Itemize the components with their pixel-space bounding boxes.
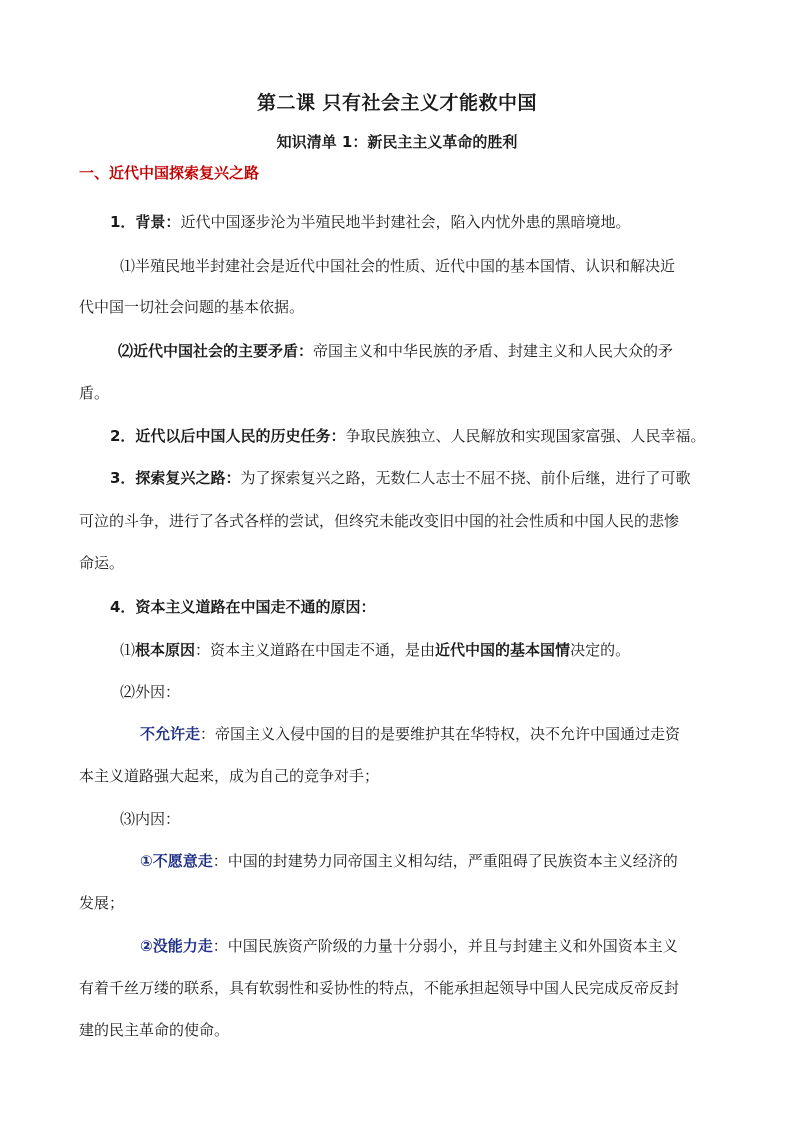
paragraph-text: ：中国的封建势力同帝国主义相勾结，严重阻碍了民族资本主义经济的	[212, 852, 678, 870]
paragraph-exploration	[110, 468, 750, 488]
paragraph-label: 3．探索复兴之路：	[110, 469, 241, 487]
paragraph-unwilling	[140, 851, 780, 871]
lesson-title: 第二课 只有社会主义才能救中国	[256, 92, 538, 114]
paragraph-nature-line1: ⑴半殖民地半封建社会是近代中国社会的性质、近代中国的基本国情、认识和解决近	[120, 257, 676, 275]
paragraph-external-cause: ⑵外因：	[120, 683, 181, 701]
paragraph-root-cause	[120, 640, 760, 660]
paragraph-text: 为了探索复兴之路，无数仁人志士不屈不挠、前仆后继，进行了可歌	[240, 469, 691, 487]
paragraph-contradiction-line2: 盾。	[79, 384, 110, 402]
paragraph-not-allowed	[140, 724, 780, 744]
paragraph-exploration-line2: 可泣的斗争，进行了各式各样的尝试，但终究未能改变旧中国的社会性质和中国人民的悲惨	[79, 512, 680, 530]
paragraph-unable-line3: 建的民主革命的使命。	[79, 1021, 230, 1039]
paragraph-text: ：中国民族资产阶级的力量十分弱小，并且与封建主义和外国资本主义	[212, 937, 678, 955]
paragraph-label: 1．背景：	[110, 213, 181, 231]
paragraph-unwilling-line2: 发展；	[79, 894, 125, 912]
paragraph-unable-line2: 有着千丝万缕的联系，具有软弱性和妥协性的特点，不能承担起领导中国人民完成反帝反封	[79, 979, 680, 997]
paragraph-text: ：帝国主义入侵中国的目的是要维护其在华特权，决不允许中国通过走资	[200, 725, 681, 743]
paragraph-text: 近代中国逐步沦为半殖民地半封建社会，陷入内忧外患的黑暗境地。	[180, 213, 631, 231]
paragraph-prefix: ⑴	[120, 641, 136, 659]
paragraph-label: ②没能力走	[140, 937, 213, 955]
paragraph-background	[110, 212, 750, 232]
section-heading: 一、近代中国探索复兴之路	[79, 164, 260, 182]
paragraph-unable	[140, 936, 780, 956]
paragraph-label: 根本原因	[135, 641, 196, 659]
paragraph-label: 2．近代以后中国人民的历史任务：	[110, 427, 346, 445]
paragraph-label: ①不愿意走	[140, 852, 213, 870]
paragraph-exploration-line3: 命运。	[79, 554, 125, 572]
paragraph-emphasis: 近代中国的基本国情	[435, 641, 571, 659]
paragraph-internal-cause: ⑶内因：	[120, 810, 181, 828]
paragraph-not-allowed-line2: 本主义道路强大起来，成为自己的竞争对手；	[79, 767, 380, 785]
paragraph-historical-task	[110, 426, 750, 446]
paragraph-text: ：资本主义道路在中国走不通，是由	[195, 641, 436, 659]
paragraph-label: ⑵近代中国社会的主要矛盾：	[118, 342, 314, 360]
paragraph-contradiction	[118, 341, 758, 361]
lesson-subtitle: 知识清单 1：新民主主义革命的胜利	[276, 133, 518, 151]
paragraph-text: 帝国主义和中华民族的矛盾、封建主义和人民大众的矛	[313, 342, 674, 360]
paragraph-label: 不允许走	[140, 725, 201, 743]
paragraph-text: 争取民族独立、人民解放和实现国家富强、人民幸福。	[345, 427, 706, 445]
paragraph-capitalism-heading: 4．资本主义道路在中国走不通的原因：	[110, 598, 376, 616]
paragraph-nature-line2: 代中国一切社会问题的基本依据。	[79, 298, 305, 316]
paragraph-text: 决定的。	[570, 641, 631, 659]
